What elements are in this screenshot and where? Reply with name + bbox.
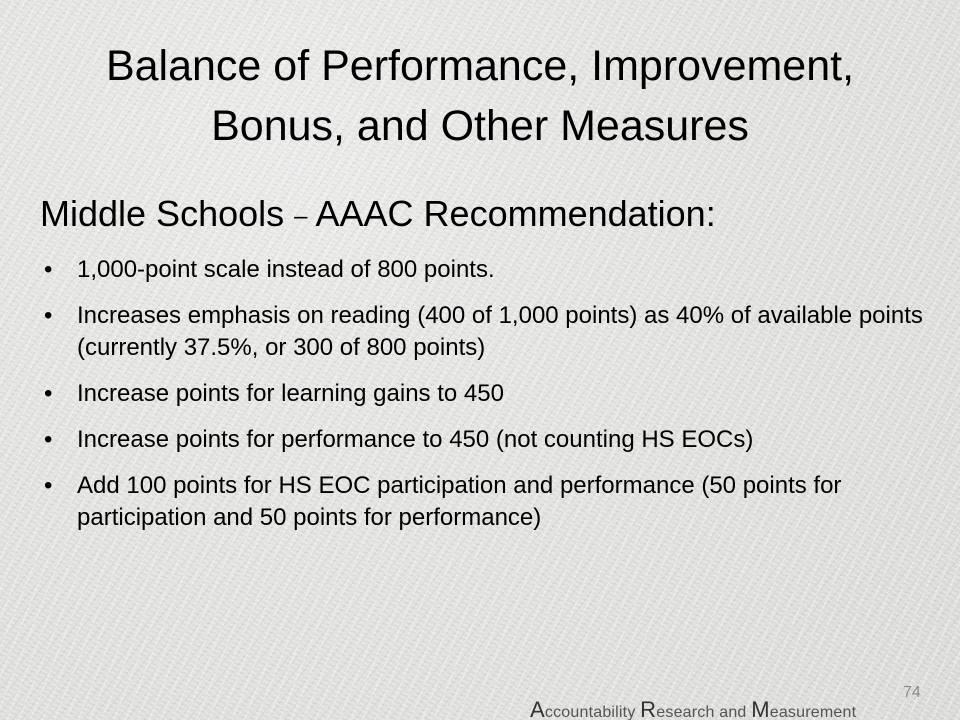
bullet-item (40, 254, 945, 286)
bullet-item (40, 424, 945, 456)
subtitle-part-1: Middle Schools (40, 193, 295, 234)
bullet-text: Increase points for performance to 450 (not counting HS EOCs) (77, 426, 754, 453)
footer-m-cap: M (751, 697, 770, 720)
bullet-text: 1,000-point scale instead of 800 points. (77, 256, 495, 283)
bullet-point-icon: • (44, 472, 53, 499)
page-number: 74 (903, 684, 921, 701)
bullet-text: Increase points for learning gains to 450 (77, 380, 504, 407)
bullet-list (40, 254, 945, 548)
footer-r-rest: esearch and (656, 704, 752, 720)
bullet-item (40, 378, 945, 410)
footer-a-cap: A (530, 697, 545, 720)
slide-title (30, 36, 930, 156)
footer-r-cap: R (640, 697, 657, 720)
bullet-item (40, 300, 945, 364)
bullet-point-icon: • (44, 256, 53, 283)
bullet-point-icon: • (44, 426, 53, 453)
bullet-point-icon: • (44, 302, 53, 329)
subtitle-dash: – (294, 203, 308, 230)
footer-m-rest: easurement (769, 704, 857, 720)
bullet-point-icon: • (44, 380, 53, 407)
subtitle-part-2: AAAC Recommendation: (307, 193, 716, 234)
bullet-text: Add 100 points for HS EOC participation and performance (50 points for participation and 50 points for performance) (77, 472, 842, 531)
slide-title-line-1: Balance of Performance, Improvement, (105, 42, 855, 90)
bullet-item (40, 470, 945, 534)
footer-a-rest: ccountability (544, 704, 641, 720)
slide-subtitle (40, 190, 716, 241)
footer-brand (530, 697, 856, 720)
slide-title-line-2: Bonus, and Other Measures (211, 102, 749, 150)
bullet-text: Increases emphasis on reading (400 of 1,000 points) as 40% of available points (currently 37.5%, or 300 of 800 points) (77, 302, 923, 361)
